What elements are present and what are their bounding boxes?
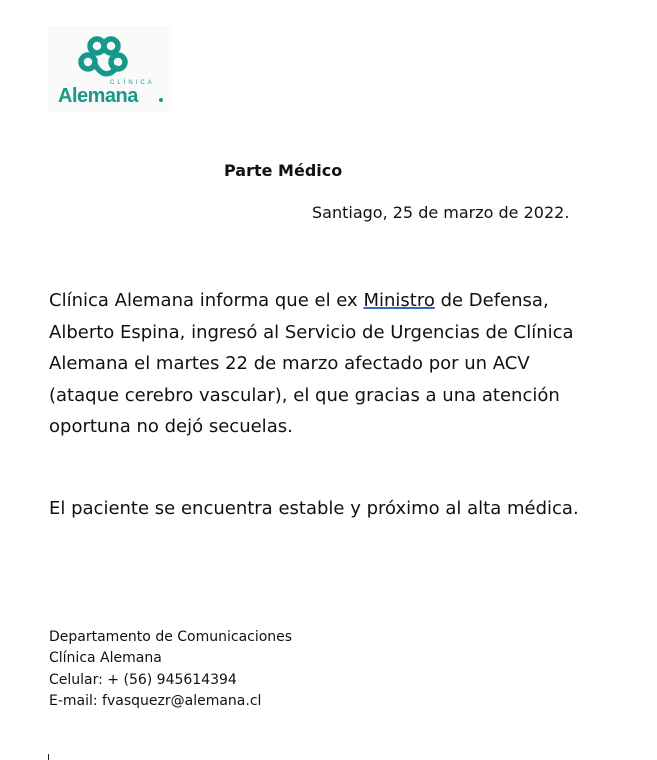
text-cursor — [48, 754, 49, 760]
paragraph-text: de Defensa, — [434, 290, 549, 311]
paragraph-text: Clínica Alemana informa que el ex — [49, 290, 364, 311]
paragraph-line: Alberto Espina, ingresó al Servicio de Urgencias de Clínica — [49, 321, 574, 343]
clinica-alemana-logo — [48, 26, 172, 112]
contact-footer — [49, 627, 292, 712]
paragraph-line — [49, 285, 589, 317]
paragraph-line: Alemana el martes 22 de marzo afectado por un ACV — [49, 353, 530, 374]
status-paragraph: El paciente se encuentra estable y próximo al alta médica. — [49, 498, 579, 519]
logo-small-text: CLÍNICA — [110, 80, 155, 86]
footer-department: Departamento de Comunicaciones — [49, 629, 293, 645]
document-title: Parte Médico — [224, 161, 343, 180]
date-line: Santiago, 25 de marzo de 2022. — [312, 203, 570, 222]
main-paragraph — [49, 285, 589, 443]
paragraph-line: (ataque cerebro vascular), el que gracias a una atención — [49, 384, 560, 406]
paragraph-line: oportuna no dejó secuelas. — [49, 416, 293, 437]
footer-phone: Celular: + (56) 945614394 — [49, 671, 237, 688]
logo-brand-text: Alemana — [58, 85, 138, 107]
footer-organization: Clínica Alemana — [49, 650, 162, 667]
logo-dot — [159, 98, 163, 102]
footer-email: E-mail: fvasquezr@alemana.cl — [49, 692, 262, 709]
clinica-alemana-emblem-icon — [78, 36, 134, 80]
spellcheck-underlined-word: Ministro — [363, 290, 435, 311]
